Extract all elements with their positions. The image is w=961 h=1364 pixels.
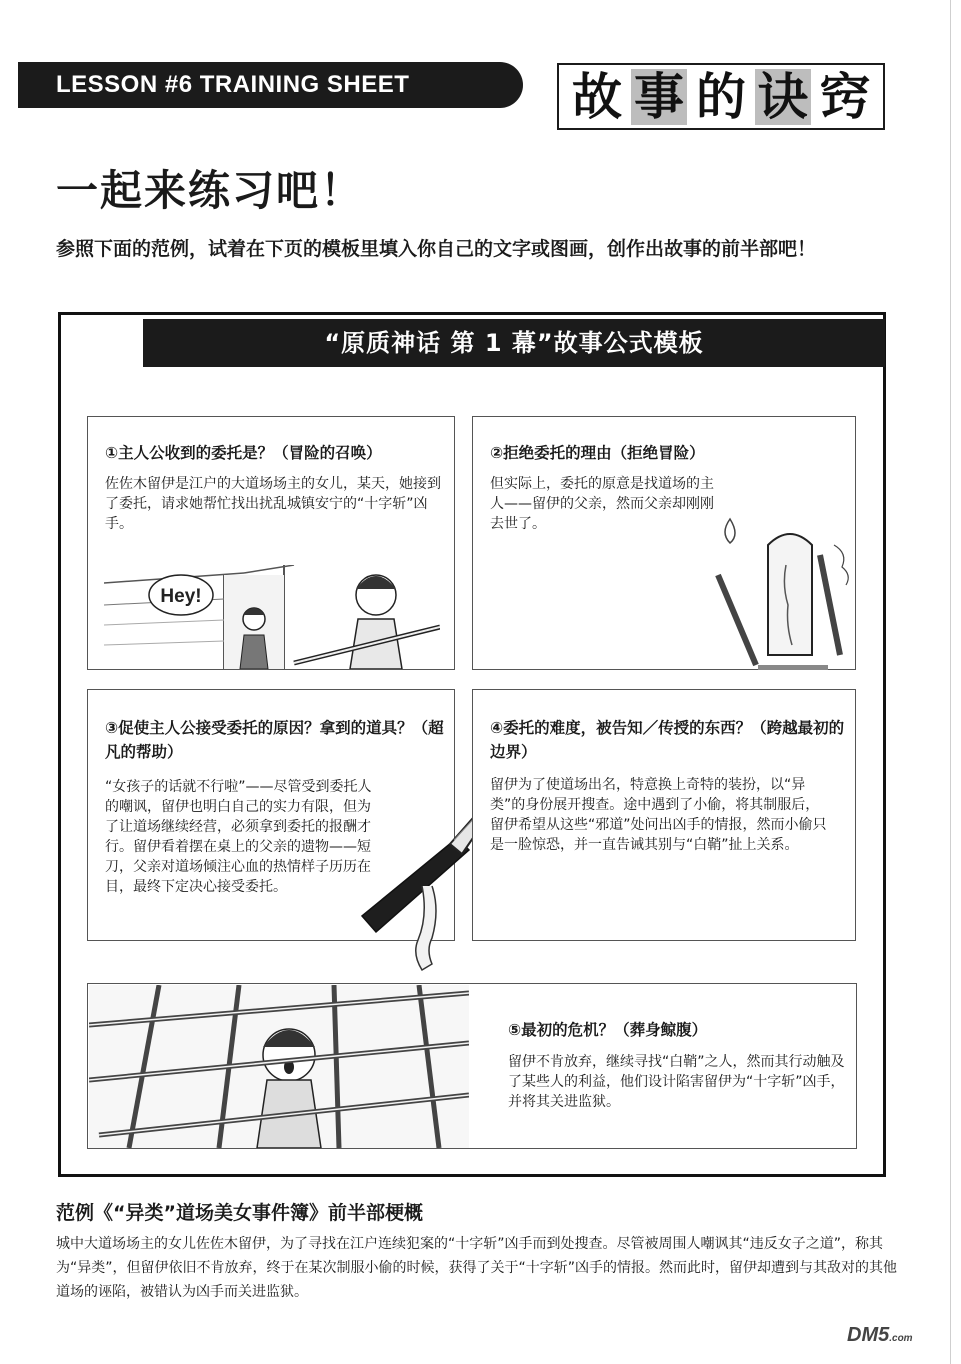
page-edge-line: [950, 0, 951, 1364]
prison-illustration: [89, 985, 469, 1148]
panel-5-body: 留伊不肯放弃，继续寻找“白鞘”之人，然而其行动触及了某些人的利益，他们设计陷害留伊为“十字斩”凶手，并将其关进监狱。: [508, 1054, 845, 1110]
template-title: “原质神话 第 1 幕”故事公式模板: [143, 319, 885, 367]
intro-text: 参照下面的范例，试着在下页的模板里填入你自己的文字或图画，创作出故事的前半部吧！: [56, 238, 817, 260]
logo-suffix: .com: [889, 1333, 913, 1344]
logo-brand: DM5: [847, 1324, 890, 1346]
panel-5: [87, 983, 857, 1149]
summary-body: 城中大道场场主的女儿佐佐木留伊，为了寻找在江户连续犯案的“十字斩”凶手而到处搜查。尽管被周围人嘲讽其“违反女子之道”，称其为“异类”，但留伊依旧不肯放弃，终于在某次制服小偷的时候，获得了关于“十字斩”凶手的情报。然而此时，留伊却遭到与其敌对的其他道场的诬陷，被错认为凶手而关进监狱。: [56, 1236, 898, 1300]
gravestone-illustration: [708, 505, 856, 670]
panel-1: [87, 416, 455, 670]
panel-2-heading: ②拒绝委托的理由（拒绝冒险）: [490, 444, 705, 462]
main-heading: 一起来练习吧！: [56, 166, 365, 215]
panel-4-body: 留伊为了使道场出名，特意换上奇特的装扮，以“异类”的身份展开搜查。途中遇到了小偷，将其制服后，留伊希望从这些“邪道”处问出凶手的情报，然而小偷只是一脸惊恐，并一直告诫其别与“白鞘”扯上关系。: [490, 777, 827, 853]
title-box: [557, 63, 885, 130]
speech-bubble-text: Hey!: [160, 586, 202, 607]
title-char-5: 窍: [820, 67, 870, 126]
panel-1-body: 佐佐木留伊是江户的大道场场主的女儿，某天，她接到了委托，请求她帮忙找出扰乱城镇安宁的“十字斩”凶手。: [105, 476, 441, 532]
lesson-label-bar: LESSON #6 TRAINING SHEET: [18, 62, 523, 108]
title-char-1: 故: [572, 67, 622, 126]
panel-1-heading: ①主人公收到的委托是？（冒险的召唤）: [105, 444, 382, 462]
panel-4: [472, 689, 856, 941]
panel-2: [472, 416, 856, 670]
dm5-logo: [847, 1324, 913, 1347]
panel-3-heading: ③促使主人公接受委托的原因？拿到的道具？（超凡的帮助）: [105, 719, 444, 761]
panel-5-heading: ⑤最初的危机？（葬身鲸腹）: [508, 1021, 708, 1039]
dojo-illustration: [104, 565, 440, 669]
short-sword-illustration: [352, 804, 492, 974]
title-char-2: 事: [631, 69, 687, 125]
panel-2-body: 但实际上，委托的原意是找道场的主人——留伊的父亲，然而父亲却刚刚去世了。: [490, 476, 714, 532]
title-char-3: 的: [696, 67, 746, 126]
summary-title: 范例《“异类”道场美女事件簿》前半部梗概: [56, 1202, 423, 1224]
title-char-4: 诀: [755, 69, 811, 125]
panel-4-heading: ④委托的难度，被告知／传授的东西？（跨越最初的边界）: [490, 719, 845, 761]
panel-3-body: “女孩子的话就不行啦”——尽管受到委托人的嘲讽，留伊也明白自己的实力有限，但为了让道场继续经营，必须拿到委托的报酬才行。留伊看着摆在桌上的父亲的遗物——短刀，父亲对道场倾注心血的热情样子历历在目，最终下定决心接受委托。: [105, 779, 372, 895]
